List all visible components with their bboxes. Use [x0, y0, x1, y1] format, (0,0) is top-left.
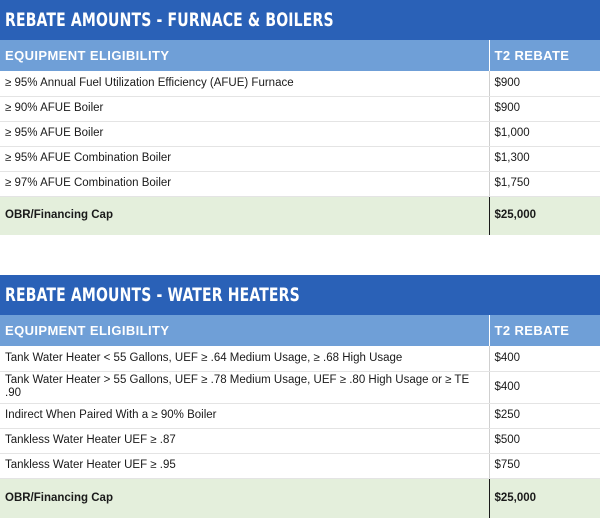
- table-header-row: [0, 315, 600, 346]
- equipment-cell: ≥ 95% Annual Fuel Utilization Efficiency (AFUE) Furnace: [0, 71, 489, 96]
- table-row: [0, 403, 600, 428]
- cap-label: OBR/Financing Cap: [0, 478, 489, 518]
- equipment-cell: ≥ 95% AFUE Boiler: [0, 121, 489, 146]
- rebate-cell: $400: [489, 346, 600, 371]
- table-row: [0, 346, 600, 371]
- table-row: [0, 71, 600, 96]
- equipment-cell: Tank Water Heater > 55 Gallons, UEF ≥ .78 Medium Usage, UEF ≥ .80 High Usage or ≥ TE .90: [0, 371, 489, 403]
- section-title: REBATE AMOUNTS - FURNACE & BOILERS: [0, 0, 600, 40]
- column-header-rebate: T2 REBATE: [489, 315, 600, 346]
- table-row: [0, 121, 600, 146]
- rebate-cell: $500: [489, 428, 600, 453]
- water-heaters-section: [0, 275, 600, 518]
- rebate-cell: $1,750: [489, 171, 600, 196]
- rebate-cell: $1,000: [489, 121, 600, 146]
- equipment-cell: Indirect When Paired With a ≥ 90% Boiler: [0, 403, 489, 428]
- cap-value: $25,000: [489, 196, 600, 235]
- financing-cap-row: [0, 478, 600, 518]
- financing-cap-row: [0, 196, 600, 235]
- table-row: [0, 96, 600, 121]
- table-row: [0, 371, 600, 403]
- equipment-cell: ≥ 97% AFUE Combination Boiler: [0, 171, 489, 196]
- equipment-cell: Tank Water Heater < 55 Gallons, UEF ≥ .64 Medium Usage, ≥ .68 High Usage: [0, 346, 489, 371]
- cap-value: $25,000: [489, 478, 600, 518]
- rebate-cell: $900: [489, 71, 600, 96]
- rebate-cell: $250: [489, 403, 600, 428]
- equipment-cell: ≥ 95% AFUE Combination Boiler: [0, 146, 489, 171]
- table-row: [0, 453, 600, 478]
- rebate-cell: $1,300: [489, 146, 600, 171]
- rebate-cell: $900: [489, 96, 600, 121]
- furnace-boilers-section: [0, 0, 600, 235]
- rebate-cell: $750: [489, 453, 600, 478]
- table-row: [0, 428, 600, 453]
- column-header-eligibility: EQUIPMENT ELIGIBILITY: [0, 40, 489, 71]
- cap-label: OBR/Financing Cap: [0, 196, 489, 235]
- water-heater-rebate-table: [0, 315, 600, 518]
- equipment-cell: Tankless Water Heater UEF ≥ .87: [0, 428, 489, 453]
- equipment-cell: Tankless Water Heater UEF ≥ .95: [0, 453, 489, 478]
- equipment-cell: ≥ 90% AFUE Boiler: [0, 96, 489, 121]
- section-title: REBATE AMOUNTS - WATER HEATERS: [0, 275, 600, 315]
- column-header-rebate: T2 REBATE: [489, 40, 600, 71]
- column-header-eligibility: EQUIPMENT ELIGIBILITY: [0, 315, 489, 346]
- table-row: [0, 171, 600, 196]
- table-header-row: [0, 40, 600, 71]
- furnace-rebate-table: [0, 40, 600, 235]
- table-row: [0, 146, 600, 171]
- rebate-cell: $400: [489, 371, 600, 403]
